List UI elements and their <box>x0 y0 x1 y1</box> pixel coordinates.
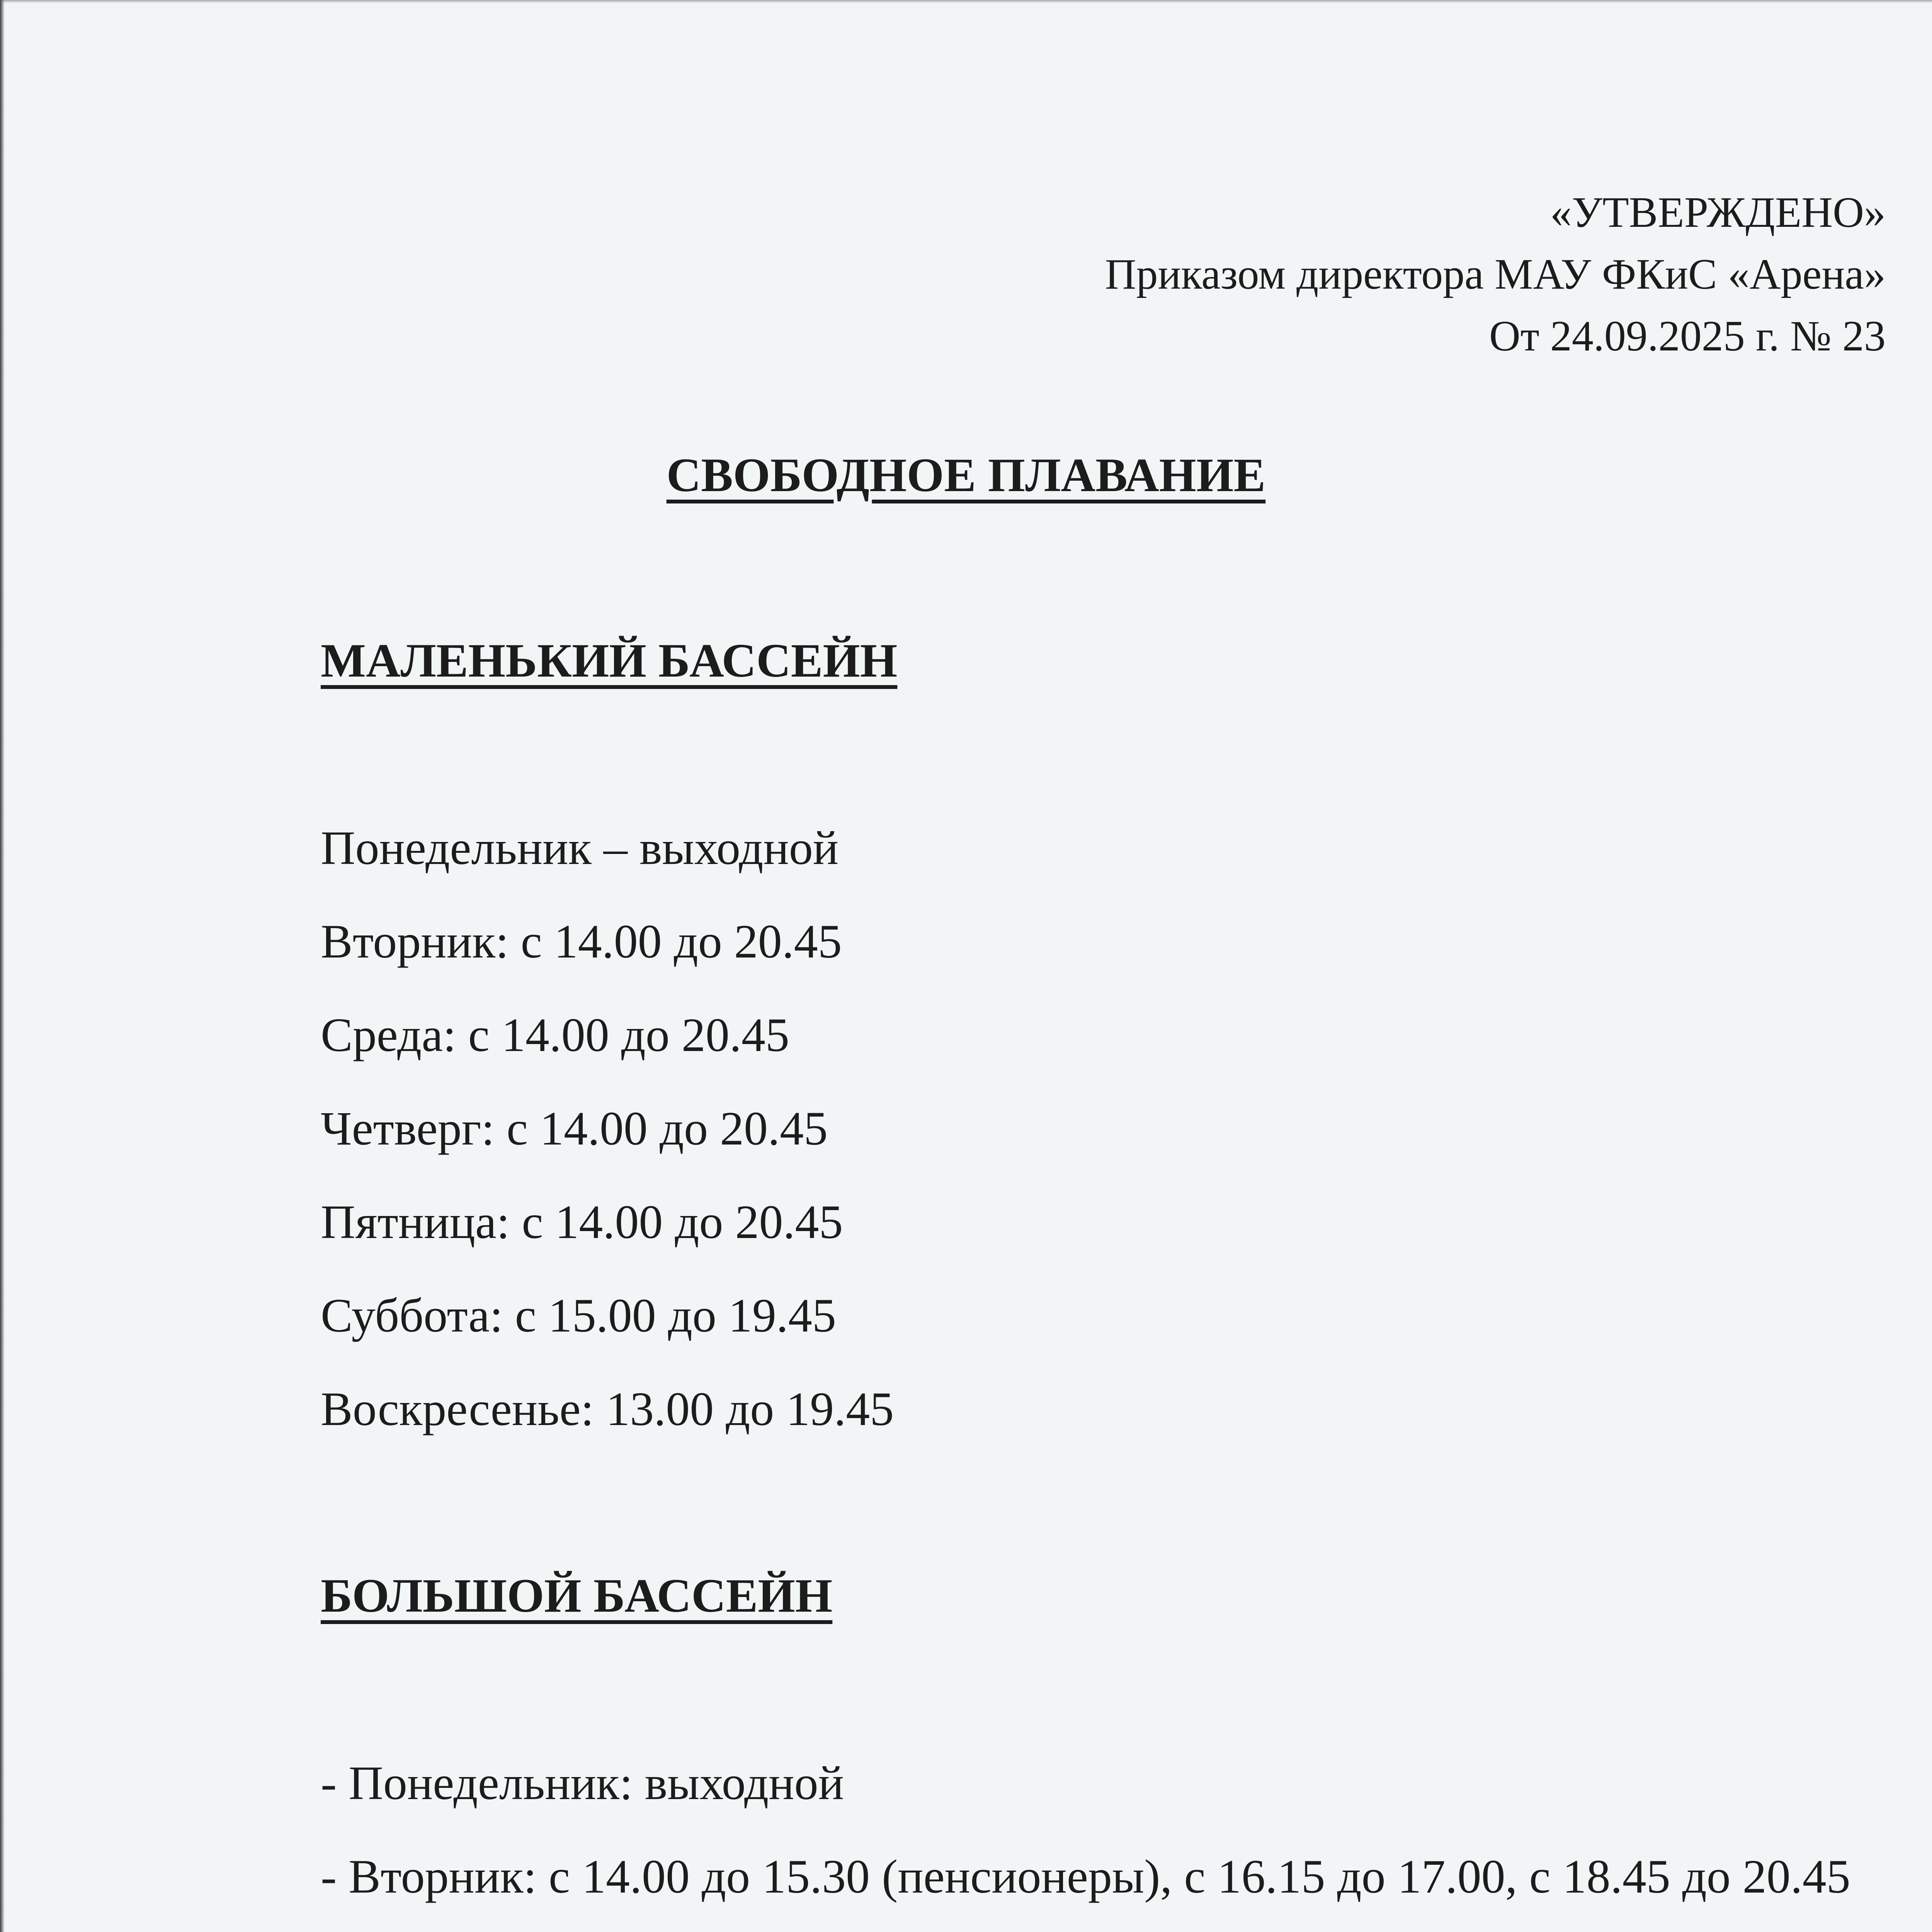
small-pool-wednesday: Среда: с 14.00 до 20.45 <box>321 1009 789 1061</box>
document-title-wrapper <box>0 440 1932 510</box>
big-pool-schedule <box>321 1750 1866 1932</box>
scan-edge-top <box>0 0 1932 3</box>
approval-line-approved: «УТВЕРЖДЕНО» <box>1550 189 1886 236</box>
small-pool-friday: Пятница: с 14.00 до 20.45 <box>321 1196 843 1248</box>
small-pool-tuesday: Вторник: с 14.00 до 20.45 <box>321 915 842 968</box>
approval-line-order: Приказом директора МАУ ФКиС «Арена» <box>1105 250 1886 298</box>
small-pool-heading: МАЛЕНЬКИЙ БАССЕЙН <box>321 634 898 687</box>
scan-edge-left <box>0 0 5 1932</box>
small-pool-thursday: Четверг: с 14.00 до 20.45 <box>321 1102 828 1155</box>
approval-stamp-block <box>1105 182 1886 367</box>
small-pool-sunday: Воскресенье: 13.00 до 19.45 <box>321 1383 894 1435</box>
small-pool-saturday: Суббота: с 15.00 до 19.45 <box>321 1289 836 1342</box>
small-pool-schedule <box>321 815 1866 1470</box>
approval-line-date: От 24.09.2025 г. № 23 <box>1489 312 1886 360</box>
small-pool-monday: Понедельник – выходной <box>321 821 839 874</box>
big-pool-heading: БОЛЬШОЙ БАССЕЙН <box>321 1569 833 1622</box>
big-pool-monday: - Понедельник: выходной <box>321 1757 844 1810</box>
document-title: СВОБОДНОЕ ПЛАВАНИЕ <box>666 449 1266 502</box>
big-pool-tuesday: - Вторник: с 14.00 до 15.30 (пенсионеры), с 16.15 до 17.00, с 18.45 до 20.45 <box>321 1850 1850 1903</box>
